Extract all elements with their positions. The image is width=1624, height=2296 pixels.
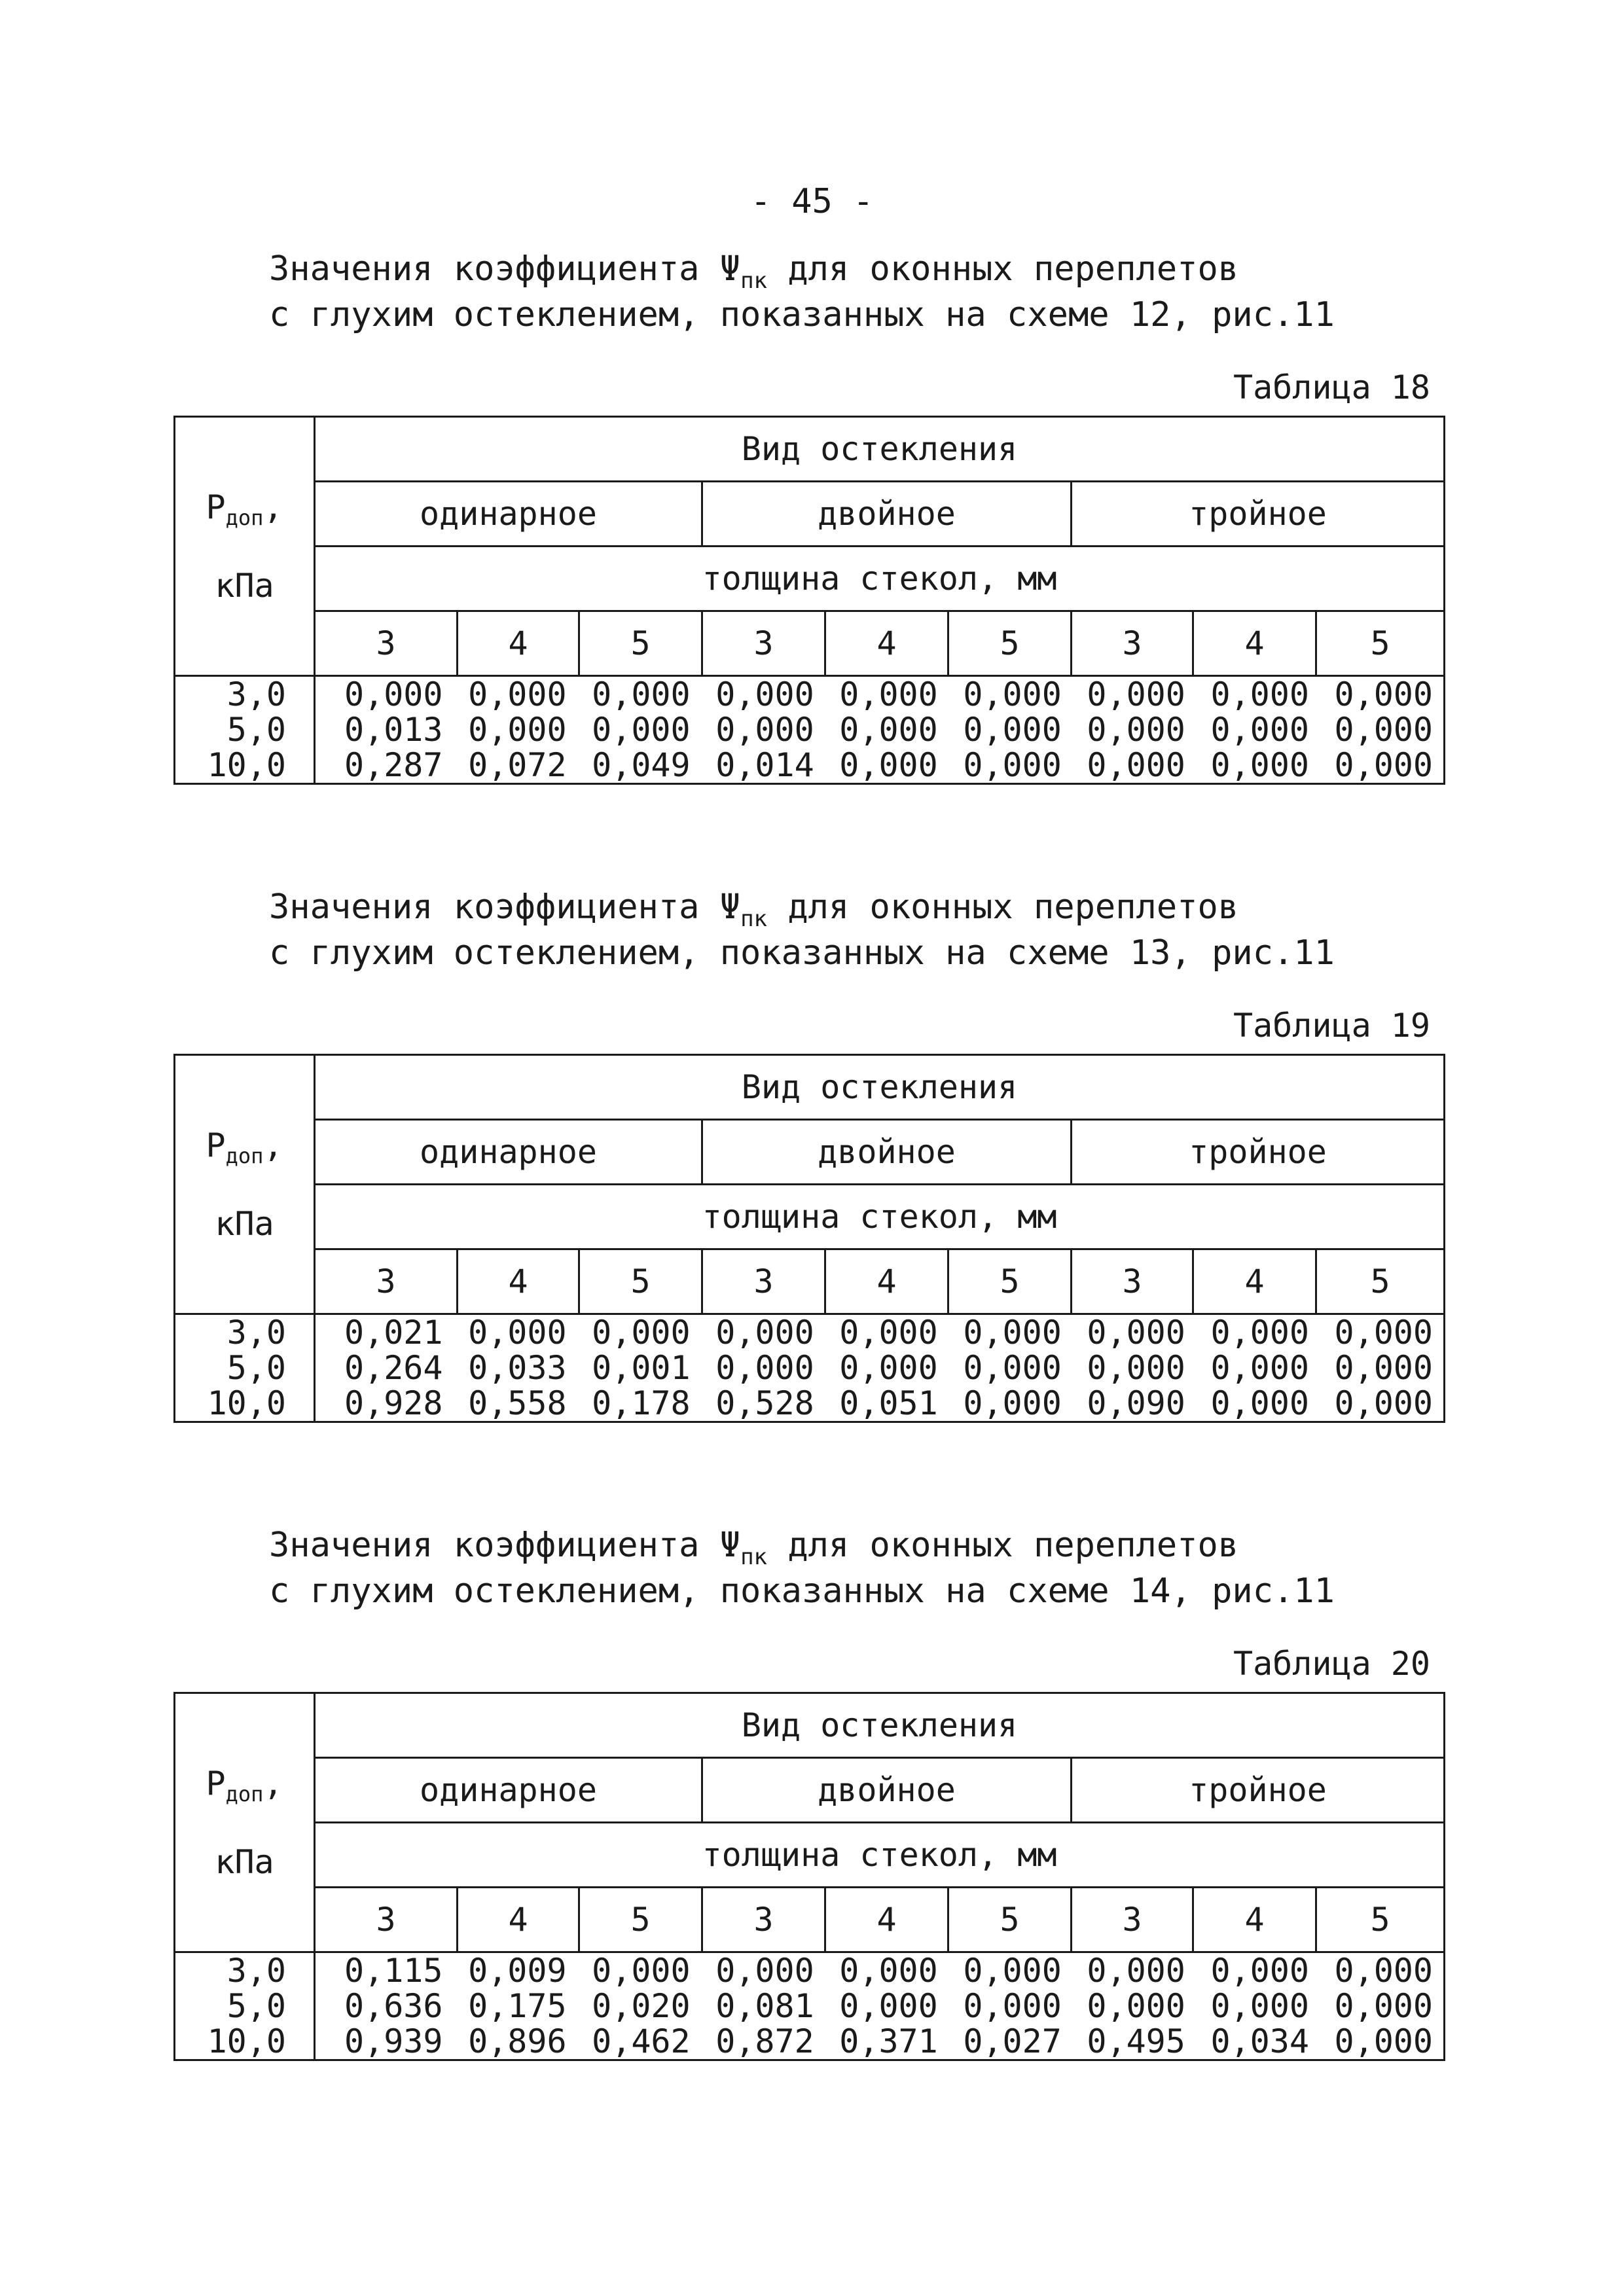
coefficient-value: 0,000 bbox=[1210, 711, 1309, 749]
coefficient-value: 0,000 bbox=[1210, 1987, 1309, 2025]
pressure-value: 5,0 bbox=[226, 711, 286, 749]
pressure-value: 10,0 bbox=[207, 746, 286, 784]
table-row bbox=[316, 1988, 1443, 2024]
coefficient-value: 0,000 bbox=[1334, 1987, 1434, 2025]
coefficient-value: 0,000 bbox=[1087, 746, 1185, 784]
pressure-header: $Р_{доп}$, кПа bbox=[175, 417, 315, 676]
thickness-cell: 5 bbox=[1316, 1888, 1445, 1952]
thickness-cell: 3 bbox=[1072, 1888, 1193, 1952]
table-caption bbox=[269, 888, 1456, 973]
coefficient-table bbox=[173, 416, 1445, 785]
pressure-value: 5,0 bbox=[226, 1987, 286, 2025]
coefficient-value: 0,001 bbox=[592, 1349, 691, 1387]
coefficient-value: 0,027 bbox=[963, 2022, 1062, 2060]
coefficient-value: 0,495 bbox=[1087, 2022, 1185, 2060]
thickness-cell: 3 bbox=[1072, 1249, 1193, 1314]
coefficient-value: 0,000 bbox=[963, 675, 1062, 713]
coefficient-value: 0,090 bbox=[1087, 1384, 1185, 1422]
coefficient-value: 0,000 bbox=[715, 675, 814, 713]
thickness-cell: 4 bbox=[458, 1888, 579, 1952]
coefficient-value: 0,000 bbox=[1334, 746, 1434, 784]
coefficient-value: 0,000 bbox=[1334, 2022, 1434, 2060]
coefficient-value: 0,000 bbox=[344, 675, 443, 713]
thickness-cell: 5 bbox=[1316, 611, 1445, 676]
coefficient-value: 0,000 bbox=[1087, 1349, 1185, 1387]
thickness-cell: 3 bbox=[315, 1249, 458, 1314]
coefficient-value: 0,000 bbox=[839, 1314, 938, 1352]
coefficient-value: 0,000 bbox=[1334, 1349, 1434, 1387]
glazing-type-cell: тройное bbox=[1072, 482, 1445, 547]
pressure-value: 3,0 bbox=[226, 1952, 286, 1990]
table-row bbox=[316, 677, 1443, 712]
caption-line-2: с глухим остеклением, показанных на схеме 12, рис.11 bbox=[269, 295, 1335, 334]
coefficient-value: 0,000 bbox=[1087, 1987, 1185, 2025]
table-row bbox=[316, 2024, 1443, 2059]
table-label: Таблица 20 bbox=[1233, 1645, 1430, 1683]
glazing-header: Вид остекления bbox=[315, 417, 1445, 482]
coefficient-value: 0,000 bbox=[1210, 746, 1309, 784]
coefficient-value: 0,000 bbox=[839, 711, 938, 749]
coefficient-value: 0,939 bbox=[344, 2022, 443, 2060]
coefficient-value: 0,014 bbox=[715, 746, 814, 784]
pressure-header: $Р_{доп}$, кПа bbox=[175, 1693, 315, 1952]
coefficient-value: 0,000 bbox=[1087, 675, 1185, 713]
table-row bbox=[316, 712, 1443, 747]
coefficient-value: 0,000 bbox=[715, 711, 814, 749]
coefficient-values bbox=[315, 676, 1445, 784]
coefficient-value: 0,000 bbox=[1210, 1314, 1309, 1352]
thickness-cell: 3 bbox=[1072, 611, 1193, 676]
table-section bbox=[173, 249, 1456, 785]
coefficient-table bbox=[173, 1054, 1445, 1423]
coefficient-value: 0,000 bbox=[1087, 711, 1185, 749]
coefficient-value: 0,000 bbox=[963, 1952, 1062, 1990]
coefficient-value: 0,000 bbox=[963, 1384, 1062, 1422]
thickness-cell: 3 bbox=[702, 1249, 825, 1314]
thickness-cell: 5 bbox=[579, 1249, 702, 1314]
thickness-header: толщина стекол, мм bbox=[315, 1823, 1445, 1888]
thickness-cell: 5 bbox=[948, 611, 1072, 676]
coefficient-values bbox=[315, 1952, 1445, 2060]
thickness-cell: 4 bbox=[458, 1249, 579, 1314]
coefficient-value: 0,000 bbox=[715, 1349, 814, 1387]
pressure-header: $Р_{доп}$, кПа bbox=[175, 1055, 315, 1314]
pressure-value: 3,0 bbox=[226, 1314, 286, 1352]
thickness-cell: 4 bbox=[1193, 611, 1316, 676]
table-caption bbox=[269, 249, 1456, 334]
coefficient-value: 0,000 bbox=[1334, 1314, 1434, 1352]
glazing-type-cell: двойное bbox=[702, 1120, 1072, 1185]
glazing-type-cell: тройное bbox=[1072, 1120, 1445, 1185]
coefficient-value: 0,175 bbox=[468, 1987, 567, 2025]
thickness-cell: 3 bbox=[315, 1888, 458, 1952]
coefficient-value: 0,000 bbox=[839, 675, 938, 713]
thickness-header: толщина стекол, мм bbox=[315, 1185, 1445, 1249]
coefficient-value: 0,000 bbox=[1087, 1314, 1185, 1352]
table-row bbox=[316, 747, 1443, 783]
coefficient-value: 0,000 bbox=[468, 1314, 567, 1352]
coefficient-value: 0,000 bbox=[592, 711, 691, 749]
table-section bbox=[173, 1528, 1456, 2061]
caption-line-1: Значения коэффициента $\Psi_{пк}$ для оконных переплетов bbox=[269, 249, 1239, 294]
glazing-type-cell: одинарное bbox=[315, 1758, 702, 1823]
coefficient-value: 0,020 bbox=[592, 1987, 691, 2025]
thickness-cell: 5 bbox=[579, 611, 702, 676]
thickness-cell: 5 bbox=[948, 1888, 1072, 1952]
caption-line-2: с глухим остеклением, показанных на схеме 14, рис.11 bbox=[269, 1571, 1335, 1611]
pressure-value: 10,0 bbox=[207, 2022, 286, 2060]
coefficient-value: 0,049 bbox=[592, 746, 691, 784]
coefficient-value: 0,462 bbox=[592, 2022, 691, 2060]
coefficient-value: 0,872 bbox=[715, 2022, 814, 2060]
coefficient-value: 0,264 bbox=[344, 1349, 443, 1387]
glazing-type-cell: одинарное bbox=[315, 482, 702, 547]
table-caption bbox=[269, 1526, 1456, 1611]
coefficient-value: 0,000 bbox=[963, 1349, 1062, 1387]
coefficient-value: 0,021 bbox=[344, 1314, 443, 1352]
coefficient-table bbox=[173, 1692, 1445, 2061]
coefficient-value: 0,000 bbox=[592, 675, 691, 713]
coefficient-value: 0,013 bbox=[344, 711, 443, 749]
table-row bbox=[316, 1350, 1443, 1386]
pressure-values bbox=[175, 1314, 315, 1422]
glazing-type-cell: двойное bbox=[702, 482, 1072, 547]
coefficient-value: 0,000 bbox=[839, 1952, 938, 1990]
glazing-header: Вид остекления bbox=[315, 1693, 1445, 1758]
coefficient-value: 0,000 bbox=[839, 1987, 938, 2025]
page-number: - 45 - bbox=[750, 182, 874, 221]
thickness-header: толщина стекол, мм bbox=[315, 547, 1445, 611]
pressure-value: 10,0 bbox=[207, 1384, 286, 1422]
coefficient-value: 0,928 bbox=[344, 1384, 443, 1422]
coefficient-value: 0,072 bbox=[468, 746, 567, 784]
coefficient-value: 0,009 bbox=[468, 1952, 567, 1990]
thickness-cell: 4 bbox=[1193, 1249, 1316, 1314]
coefficient-value: 0,371 bbox=[839, 2022, 938, 2060]
thickness-cell: 3 bbox=[315, 611, 458, 676]
coefficient-value: 0,000 bbox=[963, 1314, 1062, 1352]
coefficient-value: 0,000 bbox=[963, 746, 1062, 784]
table-row bbox=[316, 1386, 1443, 1421]
coefficient-value: 0,000 bbox=[715, 1314, 814, 1352]
table-row bbox=[316, 1315, 1443, 1350]
coefficient-value: 0,000 bbox=[1210, 1349, 1309, 1387]
thickness-cell: 4 bbox=[1193, 1888, 1316, 1952]
coefficient-value: 0,178 bbox=[592, 1384, 691, 1422]
table-label: Таблица 18 bbox=[1233, 368, 1430, 406]
coefficient-value: 0,528 bbox=[715, 1384, 814, 1422]
coefficient-value: 0,000 bbox=[468, 711, 567, 749]
coefficient-value: 0,000 bbox=[1210, 1952, 1309, 1990]
thickness-cell: 4 bbox=[825, 611, 948, 676]
glazing-type-cell: тройное bbox=[1072, 1758, 1445, 1823]
pressure-value: 5,0 bbox=[226, 1349, 286, 1387]
coefficient-value: 0,115 bbox=[344, 1952, 443, 1990]
thickness-cell: 5 bbox=[948, 1249, 1072, 1314]
thickness-cell: 3 bbox=[702, 611, 825, 676]
coefficient-value: 0,081 bbox=[715, 1987, 814, 2025]
coefficient-value: 0,000 bbox=[1210, 1384, 1309, 1422]
coefficient-value: 0,000 bbox=[963, 1987, 1062, 2025]
coefficient-value: 0,000 bbox=[839, 746, 938, 784]
coefficient-value: 0,000 bbox=[592, 1314, 691, 1352]
thickness-cell: 4 bbox=[458, 611, 579, 676]
thickness-cell: 4 bbox=[825, 1249, 948, 1314]
coefficient-value: 0,636 bbox=[344, 1987, 443, 2025]
coefficient-value: 0,000 bbox=[1334, 711, 1434, 749]
coefficient-value: 0,287 bbox=[344, 746, 443, 784]
coefficient-value: 0,000 bbox=[1334, 1384, 1434, 1422]
pressure-values bbox=[175, 1952, 315, 2060]
coefficient-values bbox=[315, 1314, 1445, 1422]
glazing-type-cell: двойное bbox=[702, 1758, 1072, 1823]
coefficient-value: 0,051 bbox=[839, 1384, 938, 1422]
coefficient-value: 0,896 bbox=[468, 2022, 567, 2060]
coefficient-value: 0,000 bbox=[592, 1952, 691, 1990]
table-row bbox=[316, 1953, 1443, 1988]
pressure-values bbox=[175, 676, 315, 784]
coefficient-value: 0,034 bbox=[1210, 2022, 1309, 2060]
coefficient-value: 0,000 bbox=[468, 675, 567, 713]
caption-line-1: Значения коэффициента $\Psi_{пк}$ для оконных переплетов bbox=[269, 888, 1239, 932]
coefficient-value: 0,000 bbox=[1210, 675, 1309, 713]
pressure-value: 3,0 bbox=[226, 675, 286, 713]
thickness-cell: 3 bbox=[702, 1888, 825, 1952]
table-label: Таблица 19 bbox=[1233, 1007, 1430, 1045]
coefficient-value: 0,000 bbox=[963, 711, 1062, 749]
thickness-cell: 4 bbox=[825, 1888, 948, 1952]
coefficient-value: 0,000 bbox=[715, 1952, 814, 1990]
table-section bbox=[173, 890, 1456, 1423]
coefficient-value: 0,558 bbox=[468, 1384, 567, 1422]
thickness-cell: 5 bbox=[1316, 1249, 1445, 1314]
coefficient-value: 0,000 bbox=[839, 1349, 938, 1387]
thickness-cell: 5 bbox=[579, 1888, 702, 1952]
coefficient-value: 0,033 bbox=[468, 1349, 567, 1387]
coefficient-value: 0,000 bbox=[1334, 675, 1434, 713]
caption-line-1: Значения коэффициента $\Psi_{пк}$ для оконных переплетов bbox=[269, 1526, 1239, 1570]
caption-line-2: с глухим остеклением, показанных на схеме 13, рис.11 bbox=[269, 933, 1335, 973]
glazing-header: Вид остекления bbox=[315, 1055, 1445, 1120]
coefficient-value: 0,000 bbox=[1334, 1952, 1434, 1990]
coefficient-value: 0,000 bbox=[1087, 1952, 1185, 1990]
glazing-type-cell: одинарное bbox=[315, 1120, 702, 1185]
